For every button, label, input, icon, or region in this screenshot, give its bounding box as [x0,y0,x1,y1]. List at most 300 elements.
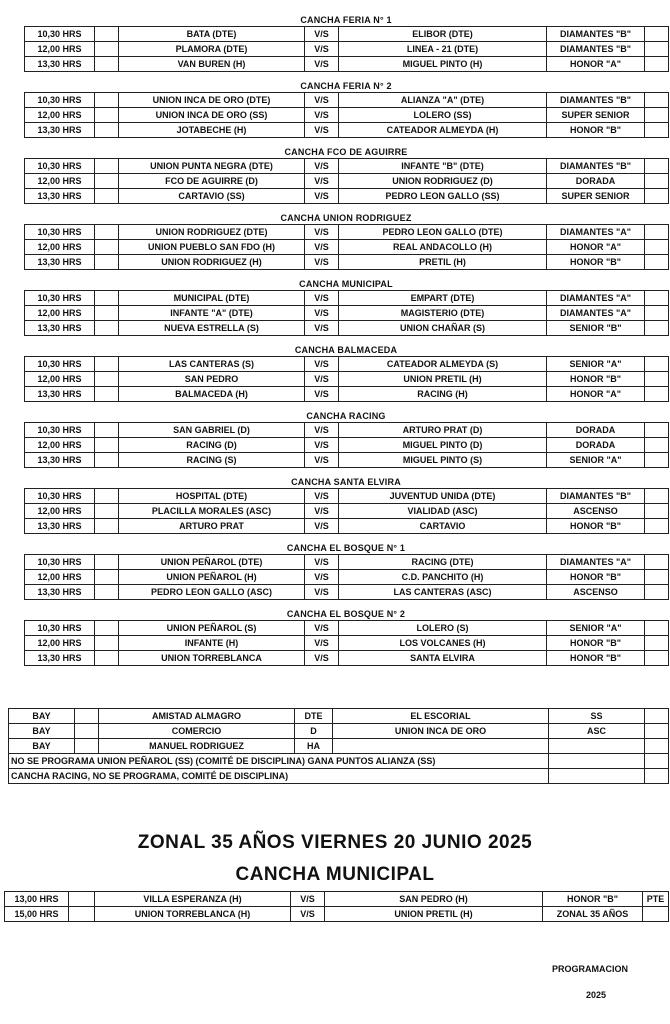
bay-category: SS [549,709,645,724]
spacer-cell [95,555,119,570]
cancha-section [24,608,668,666]
footer-year: 2025 [585,990,606,1000]
spacer-cell [645,570,669,585]
footer-programacion: PROGRAMACION [552,964,628,974]
category: ZONAL 35 AÑOS [543,907,643,922]
versus-label: V/S [305,27,339,42]
spacer-cell [549,769,645,784]
spacer-cell [645,585,669,600]
section-title: CANCHA BALMACEDA [294,345,398,355]
spacer-cell [95,585,119,600]
section-title: CANCHA MUNICIPAL [299,279,393,289]
section-title: CANCHA EL BOSQUE N° 2 [286,609,406,619]
match-time: 13,30 HRS [25,123,95,138]
category: HONOR "A" [547,57,645,72]
match-time: 13,30 HRS [25,387,95,402]
bay-label: BAY [9,709,75,724]
match-time: 13,30 HRS [25,651,95,666]
match-time: 10,30 HRS [25,489,95,504]
home-team: INFANTE (H) [119,636,305,651]
spacer-cell [95,159,119,174]
discipline-note: NO SE PROGRAMA UNION PEÑAROL (SS) (COMITÉ DE DISCIPLINA) GANA PUNTOS ALIANZA (SS) [9,754,549,769]
match-time: 10,30 HRS [25,555,95,570]
match-time: 10,30 HRS [25,93,95,108]
versus-label: V/S [291,907,325,922]
spacer-cell [645,504,669,519]
category: SUPER SENIOR [547,189,645,204]
away-team: VIALIDAD (ASC) [339,504,547,519]
spacer-cell [645,27,669,42]
match-time: 12,00 HRS [25,636,95,651]
versus-label: V/S [305,108,339,123]
home-team: PLAMORA (DTE) [119,42,305,57]
match-row [25,306,669,321]
spacer-cell [645,453,669,468]
category: DIAMANTES "A" [547,291,645,306]
spacer-cell [75,709,99,724]
spacer-cell [95,42,119,57]
section-title: CANCHA UNION RODRIGUEZ [280,213,412,223]
cancha-section [24,476,668,534]
home-team: UNION RODRIGUEZ (H) [119,255,305,270]
versus-label: V/S [305,123,339,138]
spacer-cell [69,892,95,907]
spacer-cell [645,225,669,240]
spacer-cell [645,108,669,123]
category: HONOR "A" [547,240,645,255]
bay-other-team: UNION INCA DE ORO [333,724,549,739]
spacer-cell [95,189,119,204]
match-row [25,555,669,570]
match-row [25,240,669,255]
spacer-cell [645,42,669,57]
spacer-cell [645,423,669,438]
zonal-row [5,907,669,922]
spacer-cell [645,93,669,108]
spacer-cell [645,754,669,769]
note-row [9,769,669,784]
category: HONOR "B" [547,123,645,138]
versus-label: V/S [305,306,339,321]
match-time: 10,30 HRS [25,159,95,174]
versus-label: V/S [305,489,339,504]
away-team: UNION CHAÑAR (S) [339,321,547,336]
spacer-cell [95,57,119,72]
match-time: 13,30 HRS [25,453,95,468]
match-row [25,291,669,306]
home-team: VILLA ESPERANZA (H) [95,892,291,907]
spacer-cell [645,739,669,754]
versus-label: V/S [305,651,339,666]
extra-tag: PTE [643,892,669,907]
versus-label: V/S [305,453,339,468]
home-team: UNION PEÑAROL (H) [119,570,305,585]
spacer-cell [645,636,669,651]
category: HONOR "B" [547,255,645,270]
home-team: RACING (S) [119,453,305,468]
bay-category [549,739,645,754]
match-table [24,554,669,600]
spacer-cell [95,174,119,189]
home-team: INFANTE "A" (DTE) [119,306,305,321]
home-team: SAN PEDRO [119,372,305,387]
spacer-cell [75,739,99,754]
spacer-cell [645,123,669,138]
match-time: 13,30 HRS [25,255,95,270]
category: DORADA [547,438,645,453]
away-team: UNION PRETIL (H) [339,372,547,387]
bay-division: HA [295,739,333,754]
bay-label: BAY [9,739,75,754]
away-team: LOLERO (SS) [339,108,547,123]
versus-label: V/S [305,189,339,204]
match-table [24,290,669,336]
spacer-cell [95,504,119,519]
away-team: ALIANZA "A" (DTE) [339,93,547,108]
match-time: 13,30 HRS [25,585,95,600]
match-time: 10,30 HRS [25,621,95,636]
match-row [25,357,669,372]
spacer-cell [95,570,119,585]
spacer-cell [645,555,669,570]
spacer-cell [95,357,119,372]
home-team: UNION INCA DE ORO (SS) [119,108,305,123]
match-time: 10,30 HRS [25,225,95,240]
home-team: LAS CANTERAS (S) [119,357,305,372]
match-time: 12,00 HRS [25,504,95,519]
match-table [24,26,669,72]
home-team: UNION INCA DE ORO (DTE) [119,93,305,108]
spacer-cell [645,489,669,504]
match-table [24,422,669,468]
category: SUPER SENIOR [547,108,645,123]
home-team: VAN BUREN (H) [119,57,305,72]
spacer-cell [95,651,119,666]
versus-label: V/S [305,372,339,387]
away-team: EMPART (DTE) [339,291,547,306]
bay-row [9,739,669,754]
section-title: CANCHA SANTA ELVIRA [291,477,401,487]
spacer-cell [69,907,95,922]
versus-label: V/S [305,423,339,438]
category: DIAMANTES "A" [547,555,645,570]
match-row [25,585,669,600]
match-time: 12,00 HRS [25,570,95,585]
away-team: CATEADOR ALMEYDA (S) [339,357,547,372]
spacer-cell [645,174,669,189]
zonal-title: ZONAL 35 AÑOS VIERNES 20 JUNIO 2025 [137,832,533,853]
spacer-cell [549,754,645,769]
cancha-section [24,344,668,402]
zonal-table [4,891,668,922]
category: HONOR "B" [547,651,645,666]
category: DIAMANTES "B" [547,489,645,504]
category: ASCENSO [547,504,645,519]
spacer-cell [645,306,669,321]
match-row [25,489,669,504]
versus-label: V/S [305,504,339,519]
spacer-cell [95,519,119,534]
away-team: UNION RODRIGUEZ (D) [339,174,547,189]
match-row [25,57,669,72]
away-team: SANTA ELVIRA [339,651,547,666]
category: HONOR "B" [543,892,643,907]
discipline-note: CANCHA RACING, NO SE PROGRAMA, COMITÉ DE DISCIPLINA) [9,769,549,784]
category: HONOR "B" [547,636,645,651]
category: SENIOR "B" [547,321,645,336]
away-team: RACING (DTE) [339,555,547,570]
versus-label: V/S [305,621,339,636]
match-table [24,158,669,204]
home-team: SAN GABRIEL (D) [119,423,305,438]
spacer-cell [95,93,119,108]
zonal-venue: CANCHA MUNICIPAL [235,864,435,885]
spacer-cell [95,225,119,240]
versus-label: V/S [305,159,339,174]
spacer-cell [645,159,669,174]
match-row [25,174,669,189]
section-title: CANCHA RACING [306,411,386,421]
versus-label: V/S [305,570,339,585]
match-time: 13,30 HRS [25,321,95,336]
spacer-cell [95,27,119,42]
match-time: 12,00 HRS [25,438,95,453]
match-table [24,488,669,534]
versus-label: V/S [305,57,339,72]
home-team: PEDRO LEON GALLO (ASC) [119,585,305,600]
versus-label: V/S [305,93,339,108]
away-team: ELIBOR (DTE) [339,27,547,42]
match-row [25,519,669,534]
section-title: CANCHA FERIA N° 1 [300,15,392,25]
versus-label: V/S [305,291,339,306]
home-team: RACING (D) [119,438,305,453]
match-row [25,453,669,468]
versus-label: V/S [305,225,339,240]
away-team: ARTURO PRAT (D) [339,423,547,438]
versus-label: V/S [305,255,339,270]
cancha-section [24,80,668,138]
category: HONOR "B" [547,372,645,387]
match-row [25,423,669,438]
versus-label: V/S [305,555,339,570]
spacer-cell [645,357,669,372]
bay-label: BAY [9,724,75,739]
category: DIAMANTES "B" [547,42,645,57]
versus-label: V/S [305,174,339,189]
versus-label: V/S [305,585,339,600]
spacer-cell [645,387,669,402]
bay-team: MANUEL RODRIGUEZ [99,739,295,754]
match-row [25,27,669,42]
home-team: UNION RODRIGUEZ (DTE) [119,225,305,240]
spacer-cell [645,519,669,534]
cancha-section [24,542,668,600]
bay-other-team [333,739,549,754]
spacer-cell [95,372,119,387]
category: DIAMANTES "B" [547,93,645,108]
match-row [25,621,669,636]
spacer-cell [645,240,669,255]
spacer-cell [75,724,99,739]
versus-label: V/S [305,438,339,453]
spacer-cell [95,621,119,636]
match-row [25,225,669,240]
spacer-cell [95,438,119,453]
match-row [25,123,669,138]
spacer-cell [95,489,119,504]
home-team: MUNICIPAL (DTE) [119,291,305,306]
home-team: NUEVA ESTRELLA (S) [119,321,305,336]
away-team: LAS CANTERAS (ASC) [339,585,547,600]
home-team: UNION PUEBLO SAN FDO (H) [119,240,305,255]
home-team: UNION TORREBLANCA [119,651,305,666]
category: HONOR "B" [547,519,645,534]
spacer-cell [645,438,669,453]
spacer-cell [645,372,669,387]
home-team: UNION PUNTA NEGRA (DTE) [119,159,305,174]
category: ASCENSO [547,585,645,600]
match-row [25,321,669,336]
match-time: 12,00 HRS [25,306,95,321]
away-team: CATEADOR ALMEYDA (H) [339,123,547,138]
match-time: 13,00 HRS [5,892,69,907]
spacer-cell [95,636,119,651]
spacer-cell [645,189,669,204]
away-team: MIGUEL PINTO (S) [339,453,547,468]
versus-label: V/S [305,357,339,372]
versus-label: V/S [305,42,339,57]
bay-category: ASC [549,724,645,739]
away-team: SAN PEDRO (H) [325,892,543,907]
spacer-cell [95,123,119,138]
match-time: 12,00 HRS [25,42,95,57]
away-team: REAL ANDACOLLO (H) [339,240,547,255]
away-team: CARTAVIO [339,519,547,534]
category: SENIOR "A" [547,453,645,468]
category: SENIOR "A" [547,357,645,372]
spacer-cell [95,423,119,438]
match-row [25,108,669,123]
match-time: 10,30 HRS [25,357,95,372]
spacer-cell [95,306,119,321]
away-team: PEDRO LEON GALLO (SS) [339,189,547,204]
spacer-cell [645,57,669,72]
bay-division: DTE [295,709,333,724]
spacer-cell [95,108,119,123]
match-time: 13,30 HRS [25,519,95,534]
spacer-cell [95,255,119,270]
away-team: JUVENTUD UNIDA (DTE) [339,489,547,504]
home-team: UNION PEÑAROL (S) [119,621,305,636]
match-row [25,651,669,666]
zonal-row [5,892,669,907]
category: DIAMANTES "B" [547,159,645,174]
match-time: 10,30 HRS [25,423,95,438]
match-table [24,620,669,666]
home-team: UNION PEÑAROL (DTE) [119,555,305,570]
match-time: 12,00 HRS [25,240,95,255]
spacer-cell [645,255,669,270]
bay-row [9,709,669,724]
cancha-section [24,212,668,270]
versus-label: V/S [305,636,339,651]
away-team: RACING (H) [339,387,547,402]
match-row [25,159,669,174]
spacer-cell [645,321,669,336]
extra-tag [643,907,669,922]
match-row [25,504,669,519]
category: DIAMANTES "A" [547,306,645,321]
versus-label: V/S [305,321,339,336]
bay-team: COMERCIO [99,724,295,739]
away-team: MIGUEL PINTO (D) [339,438,547,453]
versus-label: V/S [305,387,339,402]
cancha-section [24,14,668,72]
match-time: 13,30 HRS [25,189,95,204]
away-team: UNION PRETIL (H) [325,907,543,922]
match-row [25,93,669,108]
away-team: MAGISTERIO (DTE) [339,306,547,321]
away-team: PRETIL (H) [339,255,547,270]
match-time: 12,00 HRS [25,174,95,189]
match-time: 12,00 HRS [25,372,95,387]
home-team: HOSPITAL (DTE) [119,489,305,504]
versus-label: V/S [305,519,339,534]
home-team: JOTABECHE (H) [119,123,305,138]
bay-other-team: EL ESCORIAL [333,709,549,724]
away-team: MIGUEL PINTO (H) [339,57,547,72]
spacer-cell [645,769,669,784]
away-team: LINEA - 21 (DTE) [339,42,547,57]
spacer-cell [95,387,119,402]
match-table [24,224,669,270]
note-row [9,754,669,769]
category: HONOR "A" [547,387,645,402]
match-time: 13,30 HRS [25,57,95,72]
match-table [24,356,669,402]
home-team: UNION TORREBLANCA (H) [95,907,291,922]
cancha-section [24,278,668,336]
category: HONOR "B" [547,570,645,585]
spacer-cell [645,709,669,724]
away-team: PEDRO LEON GALLO (DTE) [339,225,547,240]
match-row [25,570,669,585]
spacer-cell [645,651,669,666]
match-time: 12,00 HRS [25,108,95,123]
spacer-cell [645,621,669,636]
spacer-cell [95,291,119,306]
match-row [25,372,669,387]
spacer-cell [95,240,119,255]
category: DORADA [547,423,645,438]
versus-label: V/S [305,240,339,255]
category: DIAMANTES "B" [547,27,645,42]
bay-team: AMISTAD ALMAGRO [99,709,295,724]
home-team: CARTAVIO (SS) [119,189,305,204]
cancha-section [24,146,668,204]
away-team: INFANTE "B" (DTE) [339,159,547,174]
home-team: PLACILLA MORALES (ASC) [119,504,305,519]
cancha-section [24,410,668,468]
spacer-cell [95,453,119,468]
home-team: ARTURO PRAT [119,519,305,534]
match-row [25,255,669,270]
away-team: LOS VOLCANES (H) [339,636,547,651]
match-row [25,42,669,57]
match-row [25,438,669,453]
spacer-cell [95,321,119,336]
